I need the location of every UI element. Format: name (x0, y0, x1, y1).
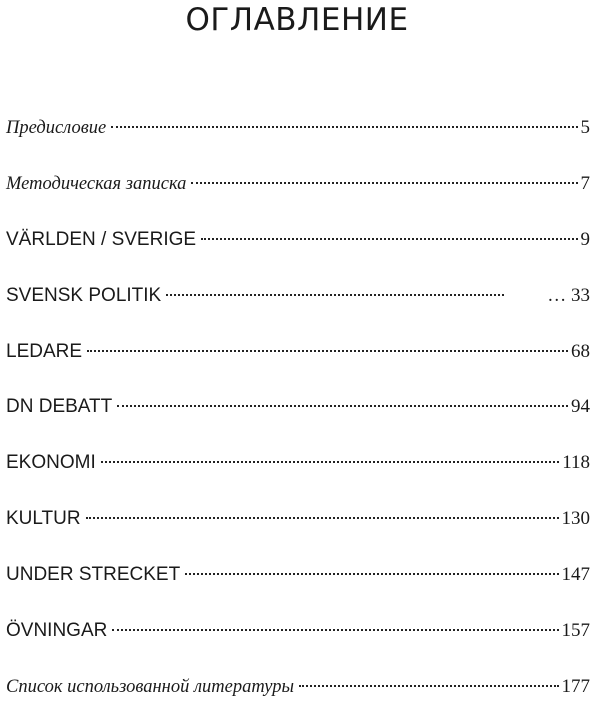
toc-entry-label: LEDARE (6, 340, 83, 362)
toc-entry-kultur (6, 499, 590, 555)
toc-entry-page: 130 (561, 508, 590, 530)
dot-leader (185, 573, 558, 575)
dot-leader (299, 685, 559, 687)
dot-leader (86, 517, 559, 519)
toc-entry-page: 147 (561, 564, 590, 586)
toc-entry-svensk-politik (6, 276, 590, 332)
toc-entry-ovningar (6, 611, 590, 667)
toc-entry-page: 7 (580, 172, 590, 194)
toc-entry-methodical-note (6, 164, 590, 220)
toc-entry-label: DN DEBATT (6, 396, 113, 418)
dot-leader (191, 182, 577, 184)
table-of-contents (6, 108, 590, 723)
toc-entry-page: 5 (580, 117, 590, 138)
dot-leader (201, 238, 577, 240)
toc-entry-label: SVENSK POLITIK (6, 284, 162, 306)
toc-entry-ledare (6, 332, 590, 388)
dot-leader (87, 350, 568, 352)
dot-leader (101, 461, 559, 463)
toc-entry-page: 177 (561, 675, 590, 697)
toc-entry-page: 9 (580, 228, 590, 250)
toc-entry-label: VÄRLDEN / SVERIGE (6, 228, 197, 250)
toc-entry-label: Методическая записка (6, 173, 187, 194)
toc-entry-preface (6, 108, 590, 164)
dot-leader (111, 126, 577, 128)
toc-entry-page: 94 (571, 396, 590, 418)
toc-entry-varlden-sverige (6, 220, 590, 276)
toc-entry-label: Список использованной литературы (6, 676, 294, 697)
toc-entry-label: UNDER STRECKET (6, 564, 181, 586)
toc-entry-page: 68 (571, 340, 590, 362)
dot-leader (117, 405, 568, 407)
dot-leader (112, 629, 558, 631)
toc-entry-dn-debatt (6, 387, 590, 443)
toc-entry-label: ÖVNINGAR (6, 620, 108, 642)
toc-entry-label: KULTUR (6, 508, 81, 530)
toc-entry-label: Предисловие (6, 118, 107, 138)
toc-entry-under-strecket (6, 555, 590, 611)
page-title: ОГЛАВЛЕНИЕ (185, 2, 409, 38)
toc-entry-page: … 33 (547, 284, 590, 306)
toc-entry-page: 157 (561, 620, 590, 642)
toc-entry-ekonomi (6, 443, 590, 499)
dot-leader (166, 294, 504, 296)
toc-entry-bibliography (6, 667, 590, 723)
toc-entry-page: 118 (562, 452, 590, 474)
toc-entry-label: EKONOMI (6, 452, 96, 474)
